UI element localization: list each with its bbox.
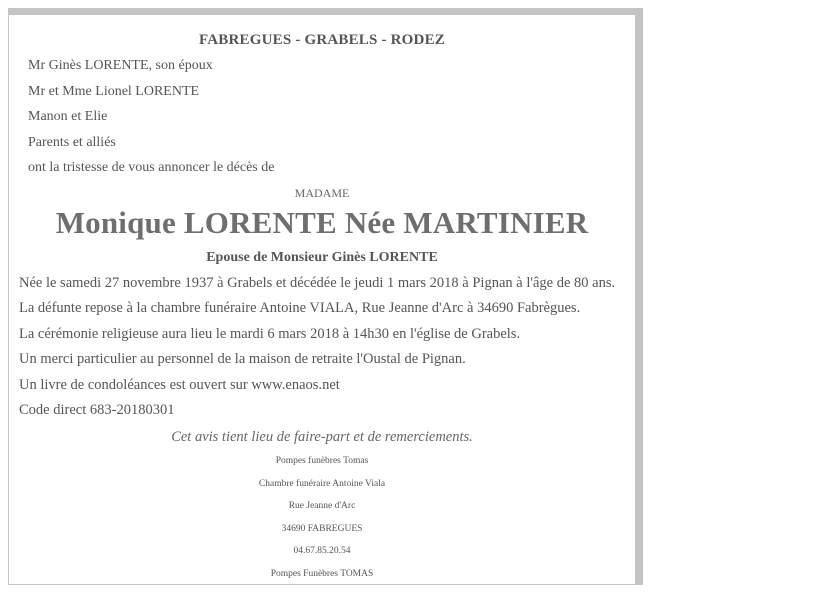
detail-condolences: Un livre de condoléances est ouvert sur www.enaos.net <box>19 377 340 393</box>
family-line-announcement: ont la tristesse de vous annoncer le décès de <box>28 160 275 175</box>
family-line-son: Mr et Mme Lionel LORENTE <box>28 84 200 99</box>
detail-ceremony: La cérémonie religieuse aura lieu le mardi 6 mars 2018 à 14h30 en l'église de Grabels. <box>19 326 521 342</box>
family-line-relatives: Parents et alliés <box>28 135 116 150</box>
funeral-home-signature: Pompes Funèbres TOMAS <box>270 569 374 579</box>
deceased-name: Monique LORENTE Née MARTINIER <box>55 205 589 240</box>
obituary-card <box>8 8 643 585</box>
notice-note: Cet avis tient lieu de faire-part et de remerciements. <box>171 429 473 445</box>
family-line-grandchildren: Manon et Elie <box>28 109 108 124</box>
location-header: FABREGUES - GRABELS - RODEZ <box>199 32 445 48</box>
detail-code: Code direct 683-20180301 <box>19 402 175 418</box>
funeral-home-city: 34690 FABREGUES <box>281 524 363 534</box>
detail-birth-death: Née le samedi 27 novembre 1937 à Grabels et décédée le jeudi 1 mars 2018 à Pignan à l'âge de 80 ans. <box>19 275 616 291</box>
funeral-home-phone: 04.67.85.20.54 <box>293 546 351 556</box>
detail-thanks: Un merci particulier au personnel de la maison de retraite l'Oustal de Pignan. <box>19 351 466 367</box>
funeral-home-name: Pompes funèbres Tomas <box>275 456 369 466</box>
funeral-home-street: Rue Jeanne d'Arc <box>288 501 356 511</box>
detail-rest-place: La défunte repose à la chambre funéraire Antoine VIALA, Rue Jeanne d'Arc à 34690 Fabrègues. <box>19 300 581 316</box>
family-line-husband: Mr Ginès LORENTE, son époux <box>28 58 213 73</box>
funeral-home-chamber: Chambre funéraire Antoine Viala <box>258 479 386 489</box>
title-prefix: MADAME <box>294 186 350 200</box>
spouse-line: Epouse de Monsieur Ginès LORENTE <box>206 250 438 265</box>
